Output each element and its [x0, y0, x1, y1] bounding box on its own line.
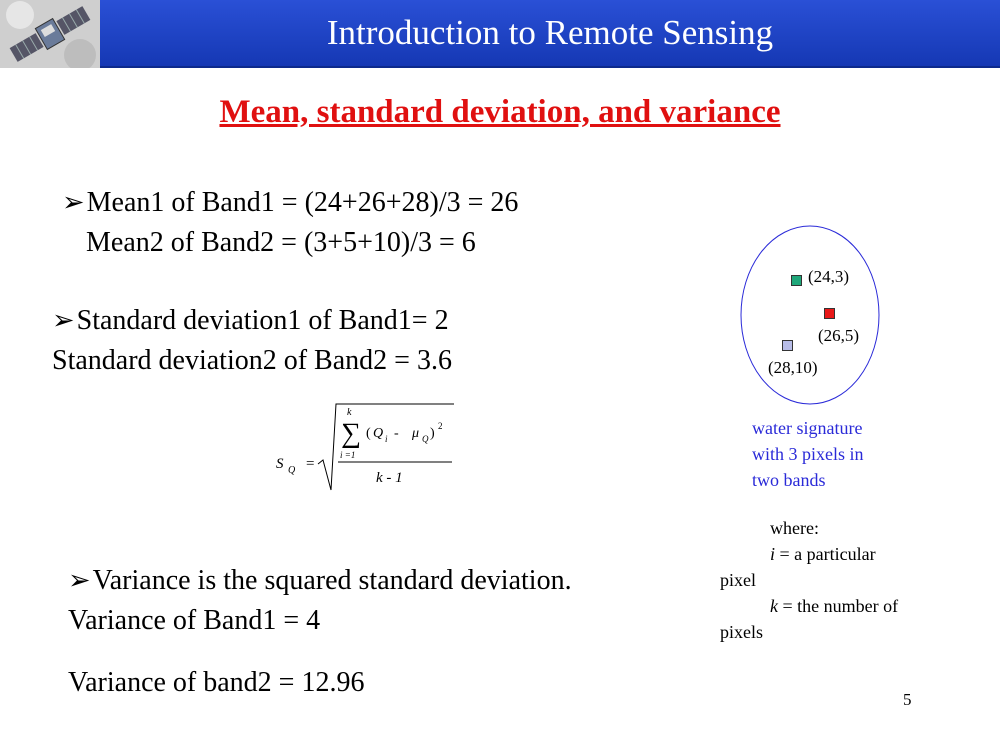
diagram-caption: [752, 415, 864, 493]
water-signature-diagram: [740, 225, 880, 405]
title-bar: [100, 0, 1000, 68]
where-i-var: i: [770, 544, 776, 564]
variance-line-1: Variance is the squared standard deviation.: [92, 565, 572, 596]
formula-open-paren: (: [366, 426, 371, 441]
point-marker: [824, 308, 835, 319]
point-label-1: (24,3): [808, 267, 850, 286]
caption-line: water signature: [752, 418, 863, 438]
where-k-var: k: [770, 596, 778, 616]
mean-line-1: Mean1 of Band1 = (24+26+28)/3 = 26: [86, 187, 519, 218]
formula-q-sub: i: [385, 434, 388, 444]
formula-lhs-sub: Q: [288, 465, 296, 476]
header-title: Introduction to Remote Sensing: [326, 13, 774, 52]
formula-denominator: k - 1: [376, 470, 403, 486]
stddev-line-2: Standard deviation2 of Band2 = 3.6: [52, 345, 452, 376]
formula-sum-bottom: i =1: [340, 450, 356, 460]
where-i-def: = a particular: [775, 544, 876, 564]
stddev-formula: [270, 398, 470, 498]
formula-close-paren: ): [430, 426, 435, 441]
formula-sigma: ∑: [341, 418, 361, 449]
arrow-bullet-icon: ➢: [52, 305, 75, 335]
caption-line: with 3 pixels in: [752, 444, 864, 464]
variance-line-3: Variance of band2 = 12.96: [68, 667, 365, 698]
formula-mu: μ: [412, 426, 420, 441]
formula-equals: =: [306, 456, 315, 472]
formula-sum-top: k: [347, 407, 352, 418]
page-number: 5: [903, 690, 912, 709]
formula-minus: -: [394, 426, 399, 441]
satellite-icon: [0, 0, 100, 68]
arrow-bullet-icon: ➢: [68, 565, 91, 595]
variance-line-2: Variance of Band1 = 4: [68, 605, 321, 636]
mean-line-2: Mean2 of Band2 = (3+5+10)/3 = 6: [86, 227, 476, 258]
arrow-bullet-icon: ➢: [62, 187, 85, 217]
satellite-logo: [0, 0, 100, 68]
caption-line: two bands: [752, 470, 826, 490]
point-marker: [782, 340, 793, 351]
signature-ellipse: [740, 225, 880, 405]
point-label-3: (28,10): [768, 358, 818, 377]
formula-lhs: S: [276, 456, 284, 472]
formula-q: Q: [373, 426, 384, 441]
where-i-wrap: pixel: [720, 570, 756, 590]
where-k-wrap: pixels: [720, 622, 763, 642]
mean-block: [62, 182, 518, 263]
stddev-block: [52, 300, 452, 381]
where-k-def: = the number of: [778, 596, 899, 616]
where-title: where:: [770, 518, 819, 538]
stddev-line-1: Standard deviation1 of Band1= 2: [76, 305, 449, 336]
slide-title: Mean, standard deviation, and variance: [219, 94, 781, 130]
formula-exponent: 2: [438, 421, 443, 431]
point-label-2: (26,5): [818, 326, 860, 345]
where-block: [720, 515, 990, 645]
point-marker: [791, 275, 802, 286]
variance-block: [68, 560, 572, 703]
formula-mu-sub: Q: [422, 434, 429, 444]
